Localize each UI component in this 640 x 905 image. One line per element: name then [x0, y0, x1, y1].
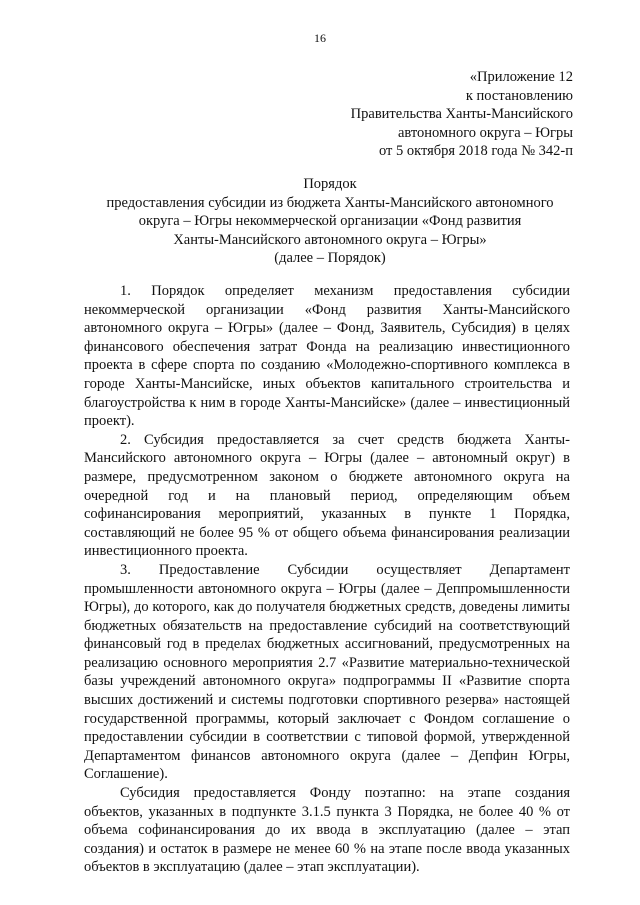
- appendix-line: автономного округа – Югры: [397, 124, 573, 141]
- title-line: (далее – Порядок): [274, 250, 386, 266]
- title-line: округа – Югры некоммерческой организации «Фонд развития: [138, 213, 522, 229]
- document-body: [84, 282, 570, 877]
- paragraph-2: 2. Субсидия предоставляется за счет средств бюджета Ханты-Мансийского автономного округа – Югры (далее – автономный округ) в размере, предусмотренном законом о бюджете автономного округа на очередной год и на плановый период, определяющим объем софинансирования мероприятий, указанных в пункте 1 Порядка, составляющий не более 95 % от общего объема финансирования реализации инвестиционного проекта.: [84, 431, 570, 560]
- appendix-line: «Приложение 12: [469, 69, 573, 85]
- paragraph-4: Субсидия предоставляется Фонду поэтапно: на этапе создания объектов, указанных в подпункте 3.1.5 пункта 3 Порядка, не более 40 % от объема софинансирования до их ввода в эксплуатацию (далее – этап создания) и остаток в размере не менее 60 % на этапе после ввода указанных объектов в эксплуатацию (далее – этап эксплуатации).: [84, 785, 570, 876]
- appendix-line: к постановлению: [465, 87, 573, 104]
- title-line: предоставления субсидии из бюджета Ханты-Мансийского автономного: [106, 194, 554, 211]
- page-number: 16: [314, 31, 326, 45]
- title-line: Ханты-Мансийского автономного округа – Югры»: [173, 231, 487, 248]
- document-title: [80, 175, 580, 268]
- title-line: Порядок: [303, 176, 357, 192]
- paragraph-3: 3. Предоставление Субсидии осуществляет Департамент промышленности автономного округа – Югры (далее – Деппромышленности Югры), до которого, как до получателя бюджетных средств, доведены лимиты бюджетных обязательств на предоставление субсидий на соответствующий финансовый год в пределах бюджетных ассигнований, предусмотренных на реализацию основного мероприятия 2.7 «Развитие материально-технической базы учреждений автономного округа» подпрограммы II «Развитие спорта высших достижений и системы подготовки спортивного резерва» настоящей государственной программы, который заключает с Фондом соглашение о предоставлении субсидии в соответствии с типовой формой, утвержденной Департаментом финансов автономного округа (далее – Депфин Югры, Соглашение).: [84, 561, 570, 783]
- appendix-line: Правительства Ханты-Мансийского: [350, 106, 573, 122]
- appendix-header: [351, 68, 573, 161]
- paragraph-1: 1. Порядок определяет механизм предоставления субсидии некоммерческой организации «Фонд развития Ханты-Мансийского автономного округа – Югры» (далее – Фонд, Заявитель, Субсидия) в целях финансового обеспечения затрат Фонда на реализацию инвестиционного проекта в сфере спорта по созданию «Молодежно-спортивного комплекса в городе Ханты-Мансийске, иных объектов капитального строительства и благоустройства к ним в городе Ханты-Мансийске» (далее – инвестиционный проект).: [84, 283, 570, 430]
- appendix-line: от 5 октября 2018 года № 342-п: [378, 143, 573, 159]
